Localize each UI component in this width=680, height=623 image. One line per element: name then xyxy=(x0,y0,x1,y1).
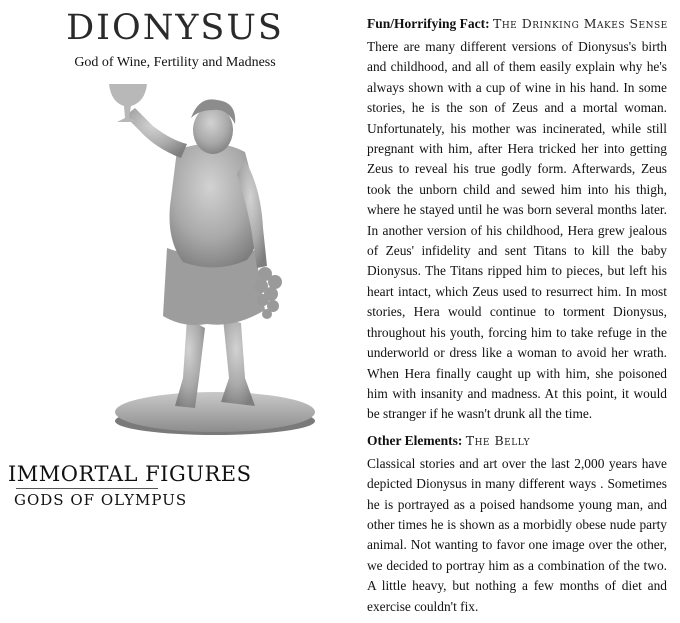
fact-heading xyxy=(367,14,667,34)
page-subtitle: God of Wine, Fertility and Madness xyxy=(74,55,276,70)
fact-paragraph: There are many different versions of Dionysus's birth and childhood, and all of them easily explain why he's always shown with a cup of wine in his hand. In some stories, he is the son of Zeus and a mortal woman. Unfortunately, his mother was incinerated, while still pregnant with him, after Hera tricked her into getting Zeus to reveal his true godly form. Afterwards, Zeus took the unborn child and sewed him into his thigh, where he stayed until he was born several months later. In another version of his childhood, Hera grew jealous of Zeus' infidelity and sent Titans to kill the baby Dionysus. The Titans ripped him to pieces, but left his heart intact, which Zeus used to resurrect him. In most stories, Hera would continue to torment Dionysus, throughout his youth, forcing him to take refuge in the underworld or dress like a woman to avoid her wrath. When Hera finally caught up with him, she poisoned him with insanity and madness. At this point, it would be stranger if he wasn't drunk all the time. xyxy=(367,39,667,422)
dionysus-figure-image xyxy=(95,78,355,438)
brand-divider xyxy=(16,488,158,489)
other-label: Other Elements: xyxy=(367,432,463,448)
brand-collection: GODS OF OLYMPUS xyxy=(14,491,188,509)
brand-name: IMMORTAL FIGURES xyxy=(8,462,252,486)
fact-label: Fun/Horrifying Fact: xyxy=(367,16,490,31)
page-title: DIONYSUS xyxy=(66,8,284,48)
other-paragraph: Classical stories and art over the last 2,000 years have depicted Dionysus in many different ways . Sometimes he is portrayed as a poised handsome young man, and other times he is shown as a morbidly obese nude party animal. Not wanting to favor one image over the other, we decided to portray him as a combination of the two. A little heavy, but nothing a few months of diet and exercise couldn't fix. xyxy=(367,455,667,614)
other-title: The Belly xyxy=(465,432,531,448)
other-heading xyxy=(367,431,667,451)
description-column xyxy=(367,14,667,623)
fact-title: The Drinking Makes Sense xyxy=(492,16,668,31)
left-panel xyxy=(0,0,350,525)
